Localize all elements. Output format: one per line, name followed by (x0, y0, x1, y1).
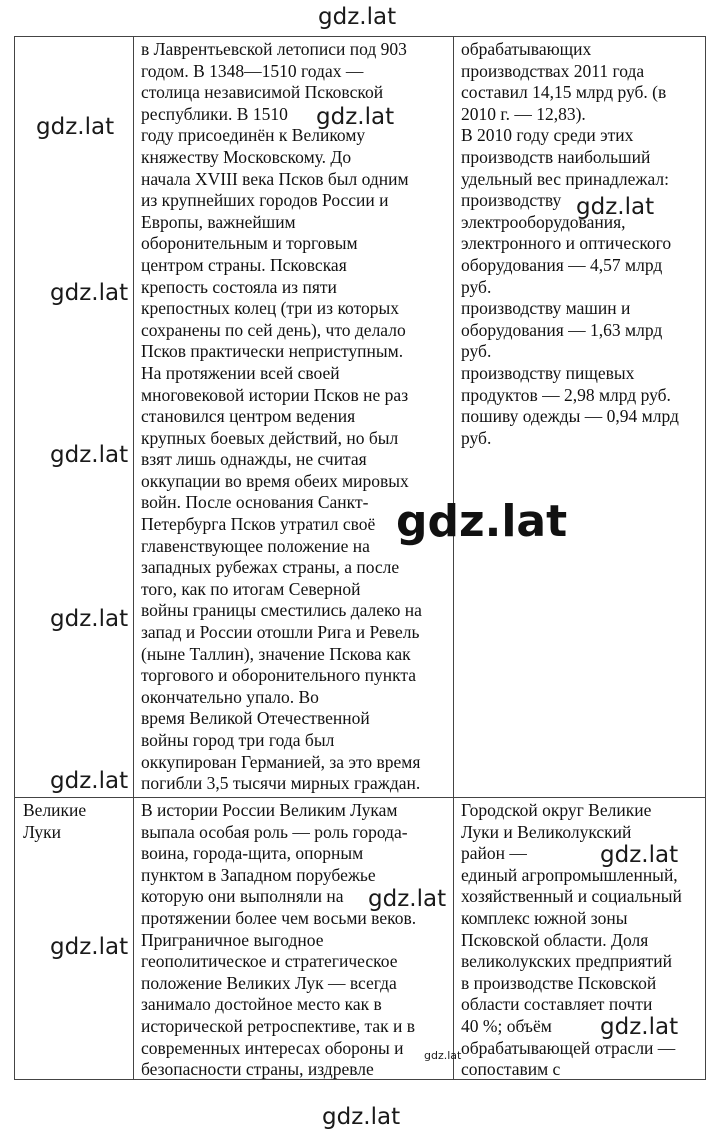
text-line: выпала особая роль — роль города- (141, 821, 408, 842)
text-line: электронного и оптического (461, 233, 672, 254)
text-line: сохранены по сей день), что делало (141, 319, 406, 340)
watermark: gdz.lat (368, 886, 447, 912)
text-line: исторической ретроспективе, так и в (141, 1015, 415, 1036)
text-line: многовековой истории Псков не раз (141, 384, 409, 405)
row2-middle-cell (141, 800, 416, 1081)
text-line: оккупирован Германией, за это время (141, 751, 421, 772)
text-line: войны границы сместились далеко на (141, 600, 422, 621)
watermark-center: gdz.lat (396, 496, 568, 547)
text-line: руб. (461, 341, 492, 362)
text-line: 2010 г. — 12,83). (461, 103, 586, 124)
text-line: производству пищевых (461, 362, 635, 383)
text-line: войн. После основания Санкт- (141, 492, 369, 513)
watermark: gdz.lat (50, 442, 129, 468)
text-line: производств наибольший (461, 146, 651, 167)
watermark: gdz.lat (50, 280, 129, 306)
text-line: составил 14,15 млрд руб. (в (461, 82, 667, 103)
text-line: удельный вес принадлежал: (461, 168, 670, 189)
city-name-line: Луки (23, 821, 62, 842)
text-line: современных интересах обороны и (141, 1037, 404, 1058)
text-line: западных рубежах страны, а после (141, 557, 400, 578)
row1-middle-cell (141, 39, 422, 795)
text-line: взят лишь однажды, не считая (141, 449, 367, 470)
row2-left-cell (23, 800, 86, 843)
text-line: войны город три года был (141, 730, 335, 750)
text-line: производству машин и (461, 298, 631, 319)
watermark: gdz.lat (50, 606, 129, 632)
text-line: становился центром ведения (141, 406, 356, 427)
text-line: В истории России Великим Лукам (141, 800, 398, 820)
column-divider-2 (453, 37, 454, 1079)
city-name-line: Великие (23, 800, 87, 820)
text-line: сопоставим с (461, 1059, 561, 1080)
text-line: оборудования — 1,63 млрд (461, 319, 663, 340)
text-line: занимало достойное место как в (141, 994, 382, 1015)
watermark: gdz.lat (316, 104, 395, 130)
text-line: обрабатывающих (461, 39, 592, 59)
watermark: gdz.lat (600, 1014, 679, 1040)
text-line: погибли 3,5 тысячи мирных граждан. (141, 773, 421, 794)
text-line: электрооборудования, (461, 211, 626, 232)
text-line: Приграничное выгодное (141, 929, 324, 950)
text-line: производствах 2011 года (461, 60, 645, 81)
text-line: хозяйственный и социальный (461, 886, 682, 907)
text-line: оккупации во время обеих мировых (141, 470, 409, 491)
text-line: оборудования — 4,57 млрд (461, 254, 663, 275)
text-line: В 2010 году среди этих (461, 125, 634, 146)
watermark: gdz.lat (36, 114, 115, 140)
text-line: 40 %; объём (461, 1015, 552, 1036)
text-line: время Великой Отечественной (141, 708, 370, 729)
text-line: производству (461, 190, 562, 211)
text-line: которую они выполняли на (141, 886, 344, 907)
row-divider (15, 797, 705, 798)
text-line: начала XVIII века Псков был одним (141, 168, 409, 189)
text-line: геополитическое и стратегическое (141, 951, 398, 972)
text-line: Городской округ Великие (461, 800, 652, 820)
text-line: Псков практически неприступным. (141, 341, 404, 362)
text-line: Европы, важнейшим (141, 211, 296, 232)
text-line: столица независимой Псковской (141, 82, 384, 103)
text-line: великолукских предприятий (461, 951, 672, 972)
text-line: протяжении более чем восьми веков. (141, 907, 417, 928)
text-line: (ныне Таллин), значение Пскова как (141, 643, 411, 664)
row1-right-cell (461, 39, 679, 449)
text-line: торгового и оборонительного пункта (141, 665, 417, 686)
watermark-top: gdz.lat (318, 4, 397, 30)
text-line: руб. (461, 427, 492, 448)
text-line: На протяжении всей своей (141, 362, 340, 383)
text-line: республики. В 1510 (141, 103, 288, 124)
text-line: княжеству Московскому. До (141, 146, 352, 167)
text-line: году присоединён к Великому (141, 125, 366, 146)
watermark: gdz.lat (50, 768, 129, 794)
text-line: окончательно упало. Во (141, 686, 319, 707)
text-line: того, как по итогам Северной (141, 578, 361, 599)
text-line: крепость состояла из пяти (141, 276, 337, 297)
text-line: из крупнейших городов России и (141, 190, 389, 211)
text-line: Псковской области. Доля (461, 929, 649, 950)
text-line: пошиву одежды — 0,94 млрд (461, 406, 679, 427)
watermark-small: gdz.lat (424, 1049, 462, 1062)
text-line: обрабатывающей отрасли — (461, 1037, 676, 1058)
text-line: Луки и Великолукский (461, 821, 632, 842)
text-line: в Лаврентьевской летописи под 903 (141, 39, 407, 59)
text-line: единый агропромышленный, (461, 864, 678, 885)
watermark-bottom: gdz.lat (322, 1104, 401, 1130)
text-line: район — (461, 843, 527, 864)
watermark: gdz.lat (576, 194, 655, 220)
text-line: продуктов — 2,98 млрд руб. (461, 384, 671, 405)
text-line: пунктом в Западном порубежье (141, 864, 376, 885)
text-line: главенствующее положение на (141, 535, 370, 556)
column-divider-1 (133, 37, 134, 1079)
text-line: комплекс южной зоны (461, 907, 628, 928)
text-line: годом. В 1348—1510 годах — (141, 60, 364, 81)
text-line: в производстве Псковской (461, 972, 657, 993)
text-line: положение Великих Лук — всегда (141, 972, 397, 993)
text-line: оборонительным и торговым (141, 233, 358, 254)
data-table (14, 36, 706, 1080)
text-line: крупных боевых действий, но был (141, 427, 399, 448)
text-line: руб. (461, 276, 492, 297)
watermark: gdz.lat (50, 934, 129, 960)
text-line: безопасности страны, издревле (141, 1059, 374, 1080)
text-line: центром страны. Псковская (141, 254, 347, 275)
text-line: области составляет почти (461, 994, 653, 1015)
text-line: воина, города-щита, опорным (141, 843, 364, 864)
watermark: gdz.lat (600, 842, 679, 868)
text-line: запад и России отошли Рига и Ревель (141, 622, 420, 643)
text-line: крепостных колец (три из которых (141, 298, 399, 319)
text-line: Петербурга Псков утратил своё (141, 514, 376, 535)
